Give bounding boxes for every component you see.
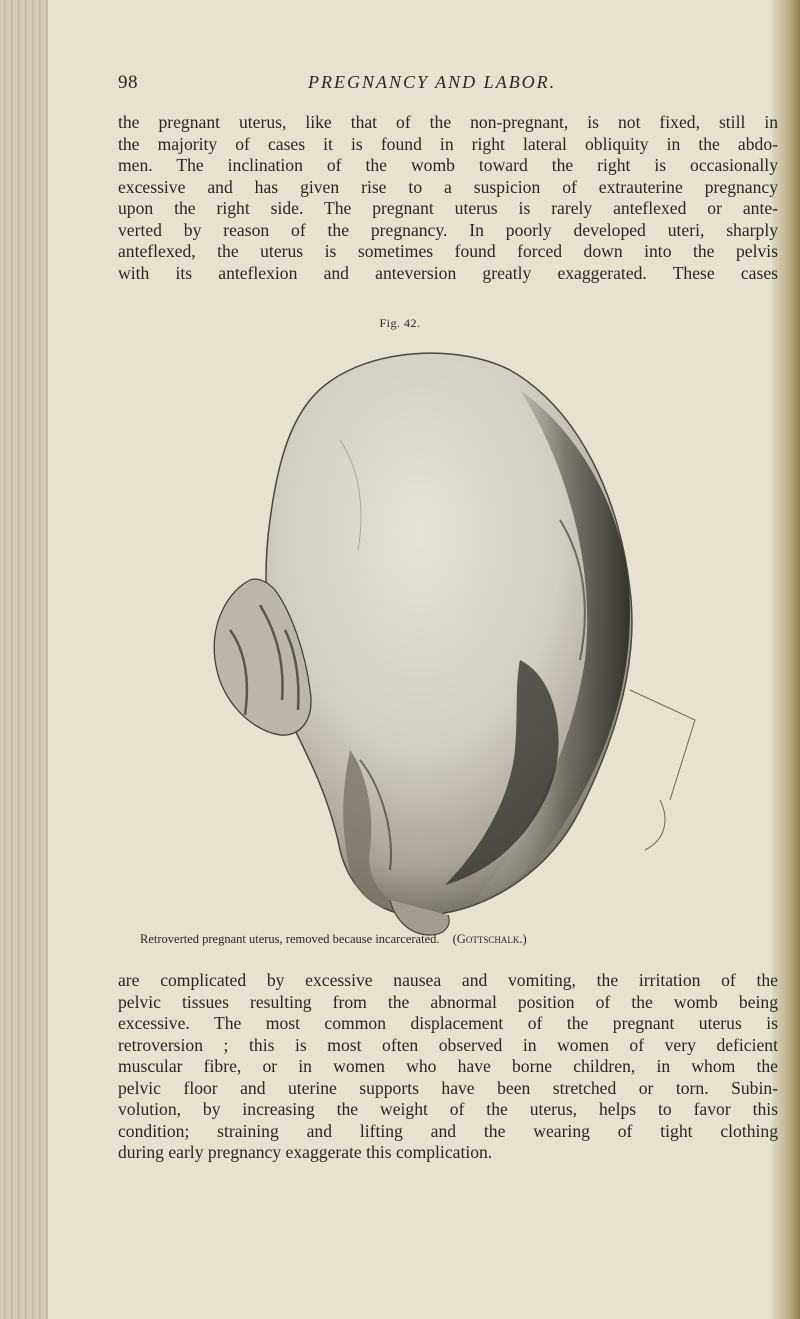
text-line: are complicated by excessive nausea and vomiting, the irritation of the: [118, 970, 778, 990]
text-line: with its anteflexion and anteversion greatly exaggerated. These cases: [118, 262, 778, 283]
figure-caption: [140, 932, 760, 947]
text-line: excessive and has given rise to a suspicion of extrauterine pregnancy: [118, 176, 778, 197]
outline-right: [630, 690, 695, 800]
uterus-body: [266, 353, 632, 915]
text-line: condition; straining and lifting and the wearing of tight clothing: [118, 1120, 778, 1141]
paragraph-top: [118, 112, 778, 284]
running-head: [118, 72, 778, 98]
retroverted-uterus-illustration: [190, 330, 700, 950]
text-line: pelvic floor and uterine supports have been stretched or torn. Subin-: [118, 1077, 778, 1098]
text-line: the pregnant uterus, like that of the non-pregnant, is not fixed, still in: [118, 112, 778, 132]
text-line: muscular fibre, or in women who have borne children, in whom the: [118, 1056, 778, 1076]
text-line: during early pregnancy exaggerate this complication.: [118, 1142, 493, 1162]
text-line: retroversion ; this is most often observed in women of very deficient: [118, 1034, 778, 1055]
book-binding-edge: [0, 0, 48, 1319]
running-head-title: PREGNANCY AND LABOR.: [308, 72, 557, 92]
text-line: verted by reason of the pregnancy. In poorly developed uteri, sharply: [118, 219, 778, 240]
text-line: pelvic tissues resulting from the abnormal position of the womb being: [118, 991, 778, 1012]
page-number: 98: [118, 72, 138, 93]
caption-text: Retroverted pregnant uterus, removed because incarcerated.: [140, 932, 440, 946]
text-line: the majority of cases it is found in right lateral obliquity in the abdo-: [118, 133, 778, 154]
paragraph-bottom: [118, 970, 778, 1164]
text-line: upon the right side. The pregnant uterus is rarely anteflexed or ante-: [118, 198, 778, 218]
caption-attribution: (Gottschalk.): [452, 932, 527, 946]
figure-label: Fig. 42.: [379, 316, 421, 330]
text-line: anteflexed, the uterus is sometimes found forced down into the pelvis: [118, 241, 778, 261]
text-line: excessive. The most common displacement of the pregnant uterus is: [118, 1013, 778, 1033]
text-line: volution, by increasing the weight of the uterus, helps to favor this: [118, 1099, 778, 1119]
text-line: men. The inclination of the womb toward the right is occasionally: [118, 155, 778, 175]
